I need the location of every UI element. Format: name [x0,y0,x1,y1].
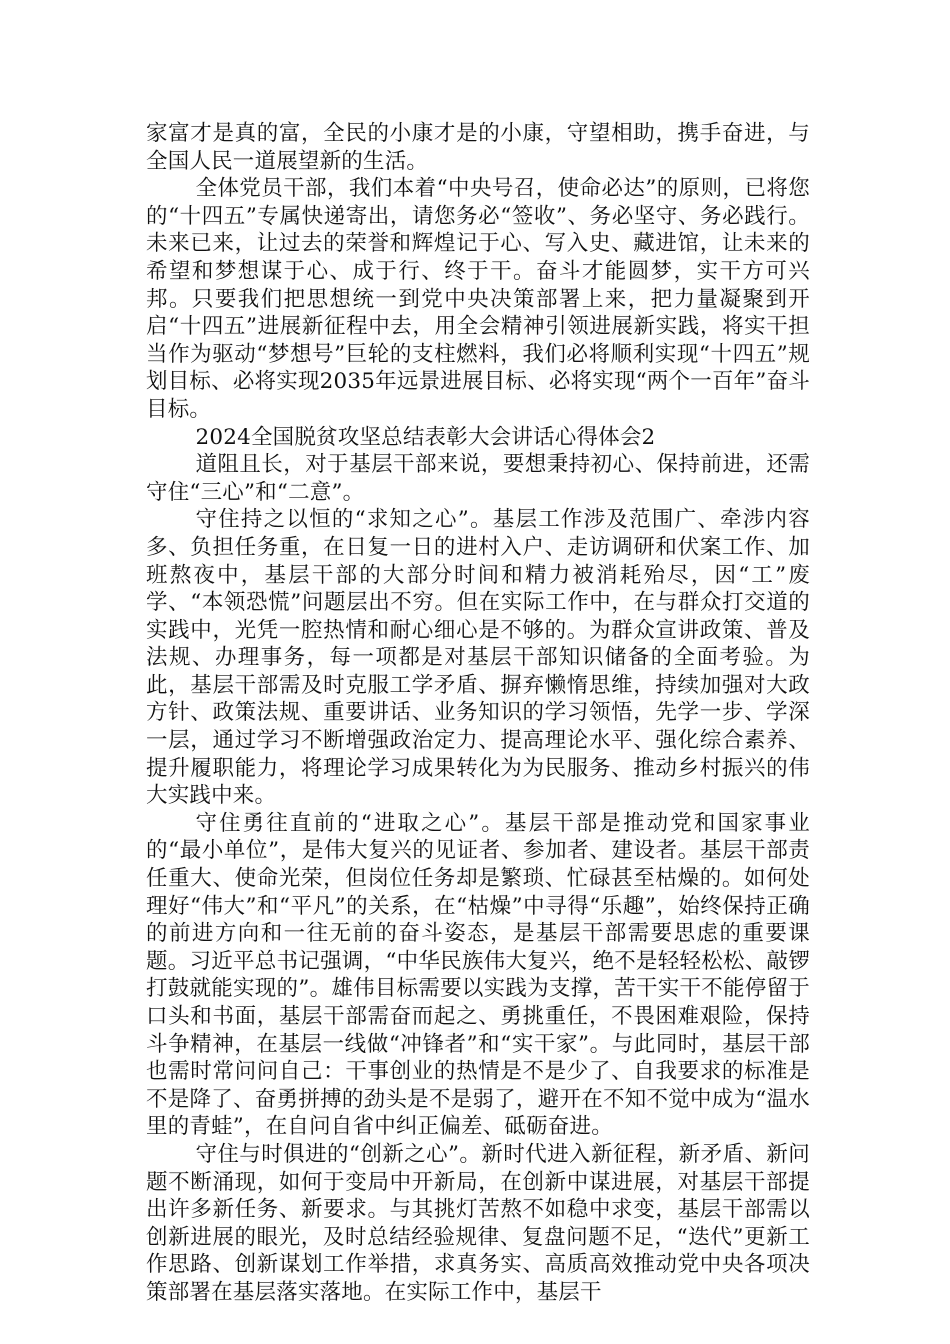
document-body [146,120,810,1307]
paragraph-progress: 守住勇往直前的“进取之心”。基层干部是推动党和国家事业的“最小单位”，是伟大复兴的见证者、参加者、建设者。基层干部责任重大、使命光荣，但岗位任务却是繁琐、忙碌甚至枯燥的。如何处理好“伟大”和“平凡”的关系，在“枯燥”中寻得“乐趣”，始终保持正确的前进方向和一往无前的奋斗姿态，是基层干部需要思虑的重要课题。习近平总书记强调，“中华民族伟大复兴，绝不是轻轻松松、敲锣打鼓就能实现的”。雄伟目标需要以实践为支撑，苦干实干不能停留于口头和书面，基层干部需奋而起之、勇挑重任，不畏困难艰险，保持斗争精神，在基层一线做“冲锋者”和“实干家”。与此同时，基层干部也需时常问问自己：干事创业的热情是不是少了、自我要求的标准是不是降了、奋勇拼搏的劲头是不是弱了，避开在不知不觉中成为“温水里的青蛙”，在自问自省中纠正偏差、砥砺奋进。 [146,810,810,1140]
paragraph-intro: 道阻且长，对于基层干部来说，要想秉持初心、保持前进，还需守住“三心”和“二意”。 [146,452,810,505]
paragraph-knowledge: 守住持之以恒的“求知之心”。基层工作涉及范围广、牵涉内容多、负担任务重，在日复一日的进村入户、走访调研和伏案工作、加班熬夜中，基层干部的大部分时间和精力被消耗殆尽，因“工”废学、“本领恐慌”问题层出不穷。但在实际工作中，在与群众打交道的实践中，光凭一腔热情和耐心细心是不够的。为群众宣讲政策、普及法规、办理事务，每一项都是对基层干部知识储备的全面考验。为此，基层干部需及时克服工学矛盾、摒弃懒惰思维，持续加强对大政方针、政策法规、重要讲话、业务知识的学习领悟，先学一步、学深一层，通过学习不断增强政治定力、提高理论水平、强化综合素养、提升履职能力，将理论学习成果转化为为民服务、推动乡村振兴的伟大实践中来。 [146,507,810,809]
paragraph-innovation: 守住与时俱进的“创新之心”。新时代进入新征程，新矛盾、新问题不断涌现，如何于变局中开新局，在创新中谋进展，对基层干部提出许多新任务、新要求。与其挑灯苦熬不如稳中求变，基层干部需以创新进展的眼光，及时总结经验规律、复盘问题不足，“迭代”更新工作思路、创新谋划工作举措，求真务实、高质高效推动党中央各项决策部署在基层落实落地。在实际工作中，基层干 [146,1141,810,1305]
paragraph-party-members: 全体党员干部，我们本着“中央号召，使命必达”的原则，已将您的“十四五”专属快递寄出，请您务必“签收”、务必坚守、务必践行。未来已来，让过去的荣誉和辉煌记于心、写入史、藏进馆，让未来的希望和梦想谋于心、成于行、终于干。奋斗才能圆梦，实干方可兴邦。只要我们把思想统一到党中央决策部署上来，把力量凝聚到开启“十四五”进展新征程中去，用全会精神引领进展新实践，将实干担当作为驱动“梦想号”巨轮的支柱燃料，我们必将顺利实现“十四五”规划目标、必将实现2035年远景进展目标、必将实现“两个一百年”奋斗目标。 [146,176,810,422]
paragraph-continuation: 家富才是真的富，全民的小康才是的小康，守望相助，携手奋进，与全国人民一道展望新的生活。 [146,121,810,174]
section-heading: 2024全国脱贫攻坚总结表彰大会讲话心得体会2 [195,424,656,450]
